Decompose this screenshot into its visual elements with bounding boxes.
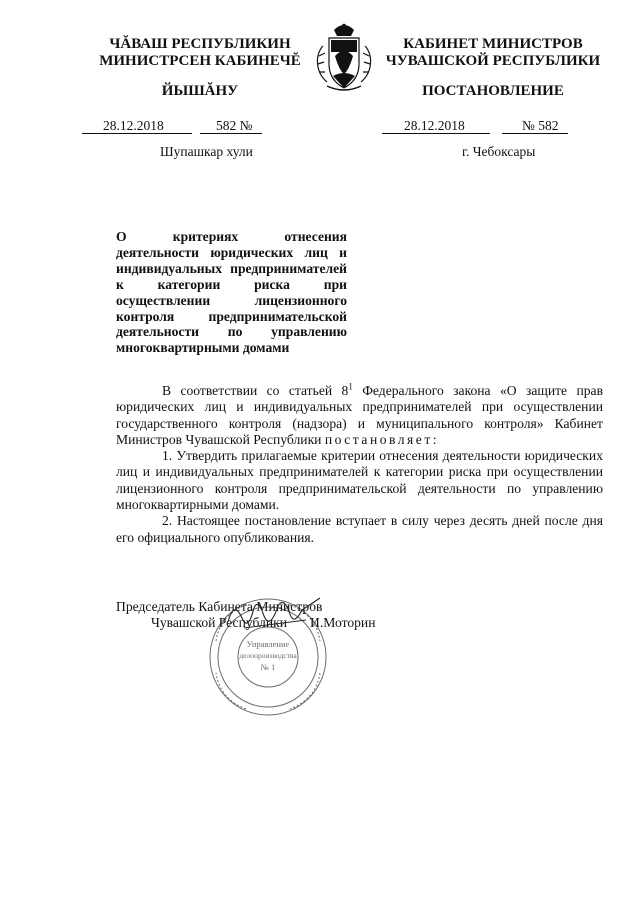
signature-title-line1: Председатель Кабинета Министров: [116, 599, 323, 614]
paragraph-preamble: В соответствии со статьей $8^1$ Федерального закона «О защите прав юридических лиц и индивидуальных предпринимателей при осуществлении государственного контроля (надзора) и муниципального контроля» Кабинет Министров Чувашской Республики постановляет:: [116, 381, 603, 447]
left-number: 582 №: [216, 118, 253, 133]
right-date-underline: [382, 133, 490, 134]
signature-name: И.Моторин: [310, 615, 376, 630]
right-number: № 582: [522, 118, 559, 133]
left-number-underline: [200, 133, 262, 134]
left-date-underline: [82, 133, 192, 134]
signature-title-line2: Чувашской Республики: [151, 615, 287, 630]
document-title: О критериях отнесения деятельности юридических лиц и индивидуальных предпринимателей к категории риска при осуществлении лицензионного контроля предпринимательской деятельности по управлению многоквартирными домами: [116, 229, 347, 356]
decree-word: постановляет:: [324, 431, 440, 447]
left-date: 28.12.2018: [103, 118, 164, 133]
paragraph-item-1: 1. Утвердить прилагаемые критерии отнесения деятельности юридических лиц и индивидуальных предпринимателей к категории риска при осуществлении лицензионного контроля предпринимательской деятельности по управлению многоквартирными домами.: [116, 448, 603, 513]
header-left-line1: ЧĂВАШ РЕСПУБЛИКИН: [109, 36, 291, 52]
handwritten-signature: [224, 592, 324, 636]
paragraph-item-2: 2. Настоящее постановление вступает в силу через десять дней после дня его официального опубликования.: [116, 513, 603, 545]
stamp-line2: делопроизводства: [239, 651, 297, 660]
header-left-doc-type: ЙЫШĂНУ: [161, 83, 239, 99]
left-city: Шупашкар хули: [160, 144, 253, 159]
header-left-line2: МИНИСТРСЕН КАБИНЕЧĔ: [99, 53, 301, 69]
footnote-superscript: 1: [348, 381, 353, 392]
header-right-line1: КАБИНЕТ МИНИСТРОВ: [403, 36, 583, 52]
stamp-line1: Управление: [246, 639, 290, 649]
right-date: 28.12.2018: [404, 118, 465, 133]
header-right-doc-type: ПОСТАНОВЛЕНИЕ: [422, 83, 564, 99]
coat-of-arms-emblem: [309, 16, 379, 96]
header-right-line2: ЧУВАШСКОЙ РЕСПУБЛИКИ: [385, 53, 601, 69]
right-number-underline: [502, 133, 568, 134]
stamp-line3: № 1: [260, 662, 276, 672]
right-city: г. Чебоксары: [462, 144, 536, 159]
document-body: [116, 383, 603, 546]
